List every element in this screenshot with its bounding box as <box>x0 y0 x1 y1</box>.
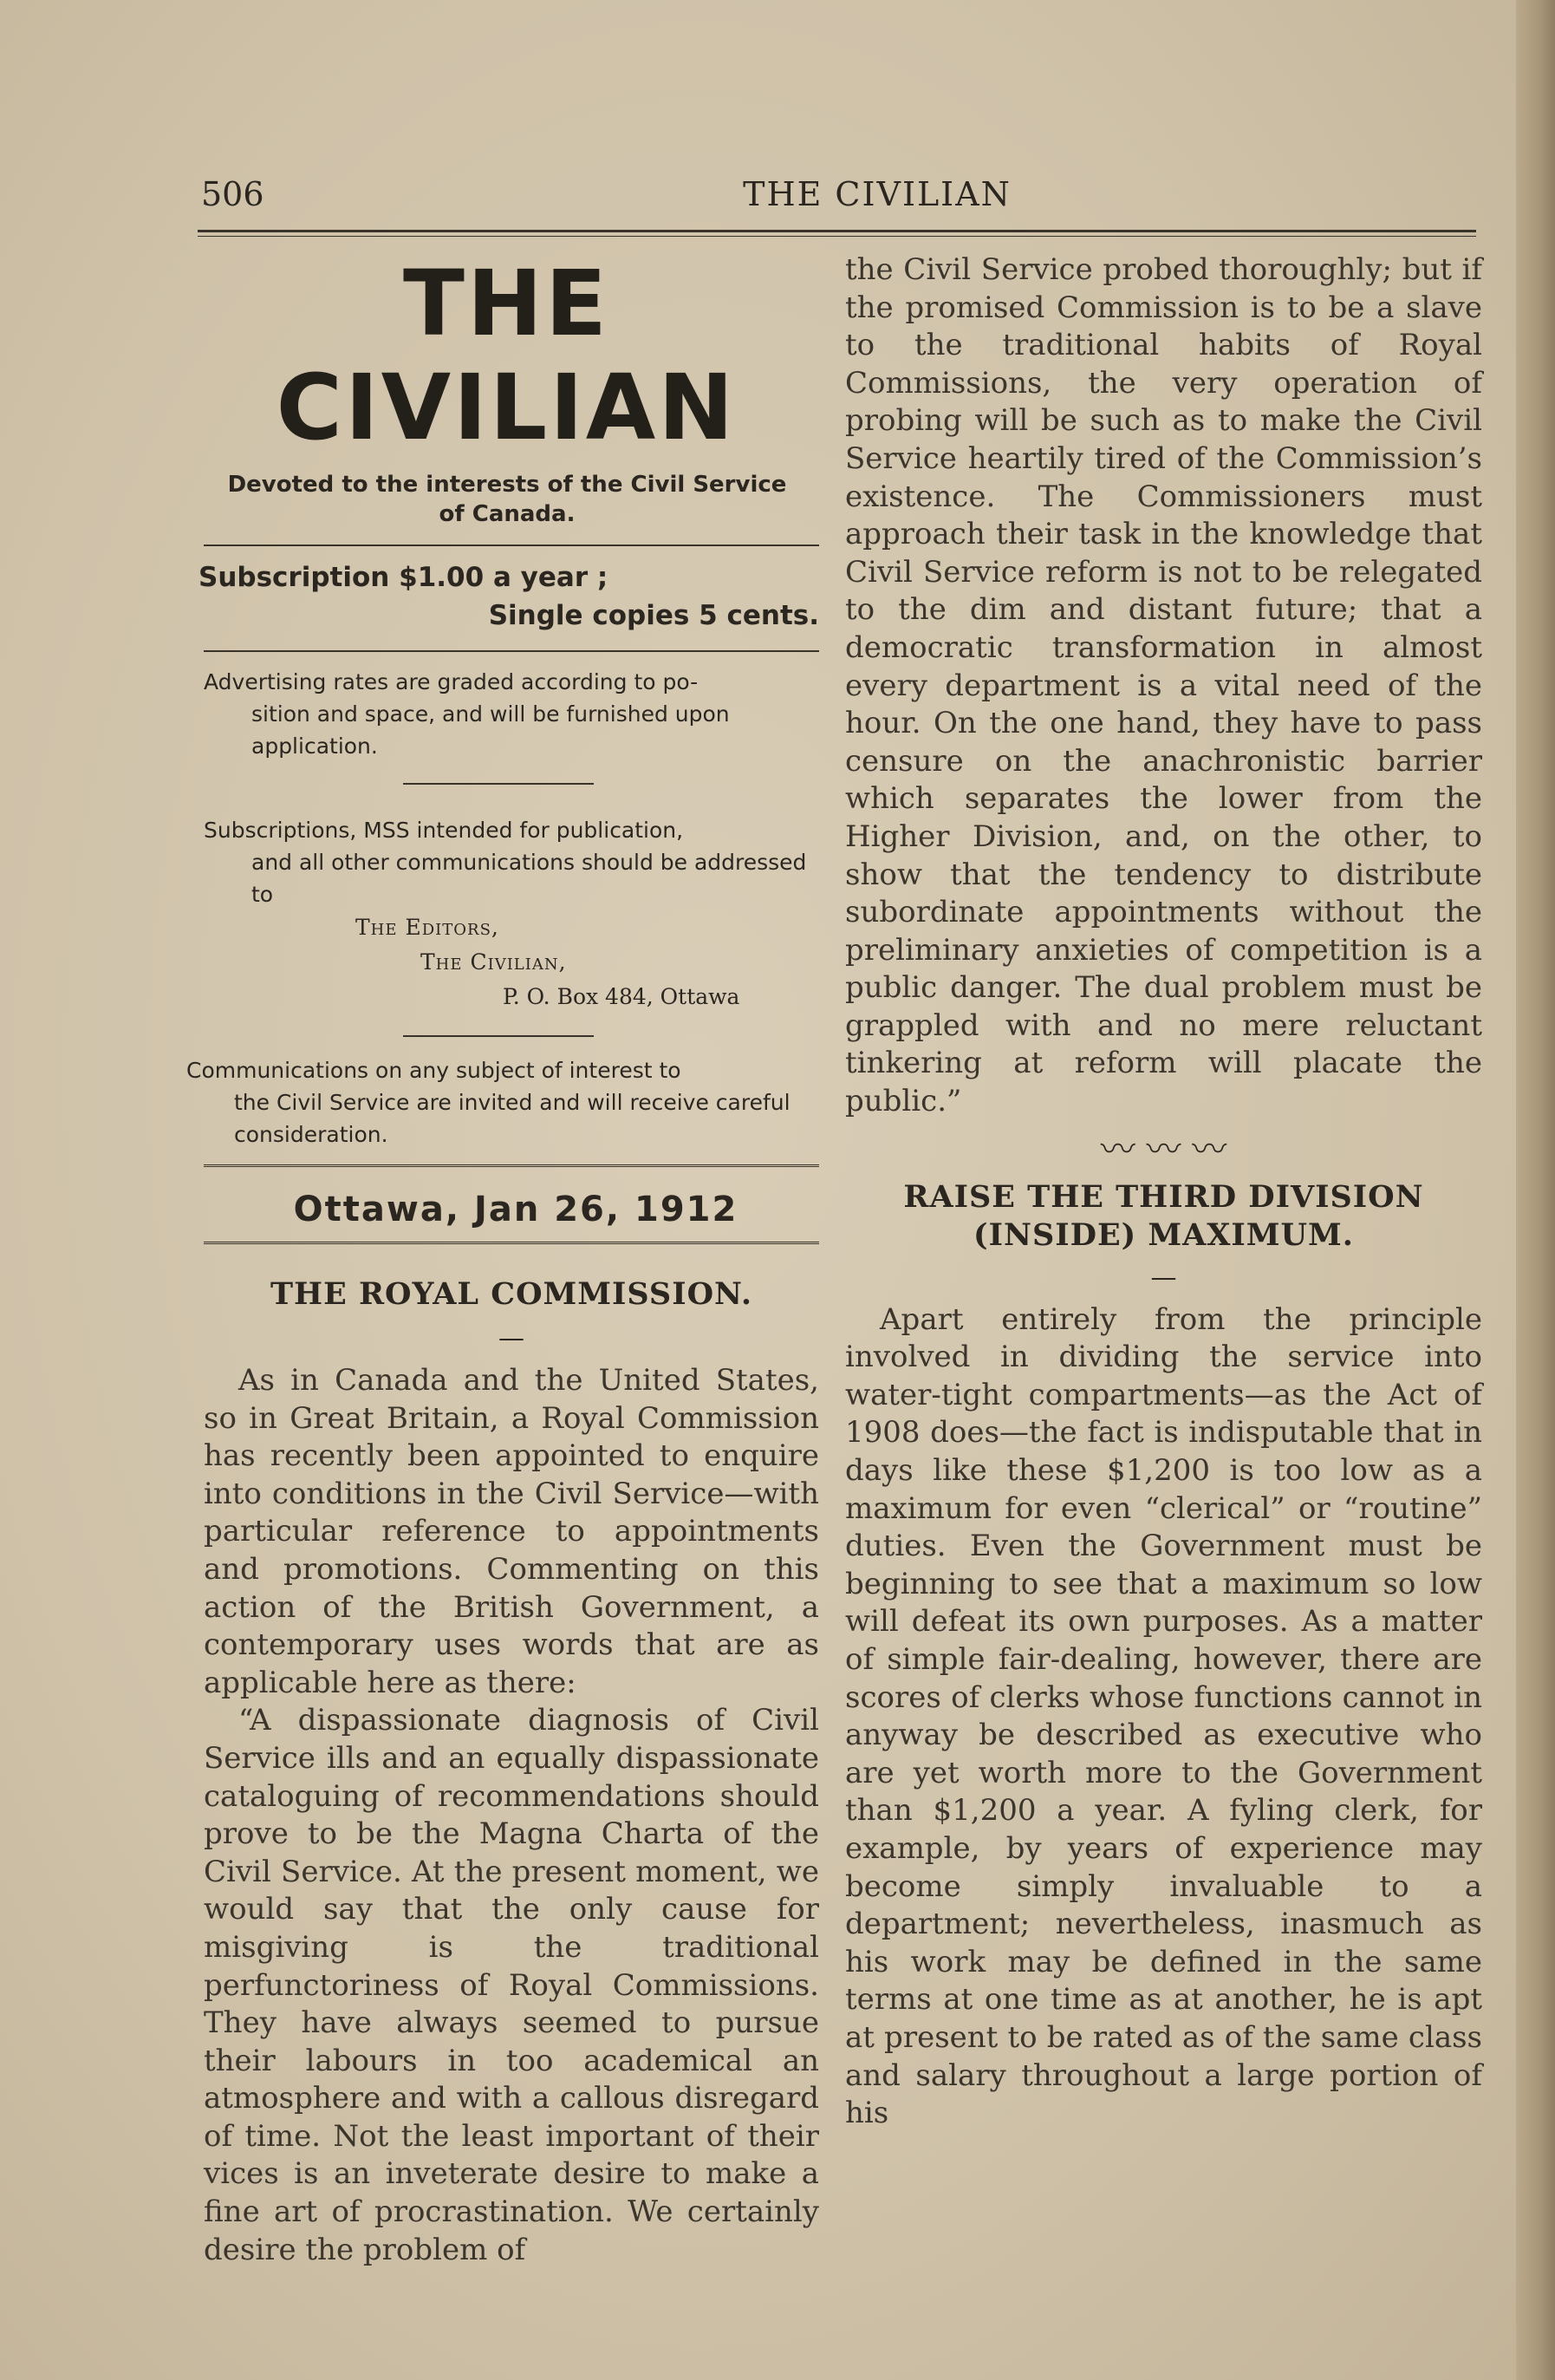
subscriptions-rest: and all other communications should be addressed to <box>251 850 807 907</box>
rule <box>204 650 819 652</box>
advertising-notice <box>204 666 819 762</box>
article-paragraph: “A dispassionate diagnosis of Civil Service ills and an equally dispassionate cataloguing of recommendations should prove to be the Magna Charta of the Civil Service. At the present moment, we would say that the only cause for misgiving is the traditional perfunctoriness of Royal Commissions. They have always seemed to pursue their labours in too academical an atmosphere and with a callous disregard of time. Not the least important of their vices is an inveterate desire to make a fine art of procrastination. We certainly desire the problem of <box>204 1703 819 2267</box>
rule <box>204 544 819 546</box>
double-rule <box>204 1164 819 1167</box>
address-line-1: The Editors, <box>355 915 499 940</box>
article-paragraph: Apart entirely from the principle involved in dividing the service into water-tight compartments—as the Act of 1908 does—the fact is indisputable that in days like these $1,200 is too low as a maximum for even “clerical” or “routine” duties. Even the Government must be beginning to see that a maximum so low will defeat its own purposes. As a matter of simple fair-dealing, however, there are scores of clerks whose functions cannot in anyway be described as executive who are yet worth more to the Government than $1,200 a year. A fyling clerk, for example, by years of experience may become simply invaluable to a department; nevertheless, inasmuch as his work may be defined in the same terms at one time as at another, he is apt at present to be rated as of the same class and salary throughout a large portion of his <box>845 1301 1482 2131</box>
subscription-line-2: Single copies 5 cents. <box>488 600 819 631</box>
right-column <box>845 251 1482 2133</box>
communications-line-1: Communications on any subject of interest to <box>186 1058 681 1083</box>
subscriptions-notice <box>204 814 819 1014</box>
article-raise-third-division <box>845 1178 1482 2133</box>
editors-address <box>204 910 819 1014</box>
communications-notice <box>186 1054 819 1151</box>
page-edge <box>1516 0 1555 2380</box>
header-rule <box>198 230 1476 237</box>
address-line-2: The Civilian, <box>420 949 567 975</box>
short-rule <box>403 1035 594 1037</box>
article-heading: THE ROYAL COMMISSION. <box>270 1276 753 1312</box>
subscription-line-1: Subscription $1.00 a year ; <box>198 562 608 593</box>
left-column <box>178 251 819 2269</box>
devoted-line-1: Devoted to the interests of the Civil Service <box>227 472 787 498</box>
masthead-title: THE CIVILIAN <box>276 251 737 460</box>
dateline: Ottawa, Jan 26, 1912 <box>293 1190 738 1229</box>
article-heading-line-2: (INSIDE) MAXIMUM. <box>973 1216 1354 1253</box>
advertising-rest: sition and space, and will be furnished upon application. <box>251 701 730 759</box>
article-royal-commission <box>204 1275 819 2269</box>
running-head <box>201 172 1475 215</box>
heading-dash: — <box>1150 1262 1177 1293</box>
double-rule <box>204 1242 819 1244</box>
article-continuation: the Civil Service probed thoroughly; but if the promised Commission is to be a slave to the traditional habits of Royal Commissions, the very operation of probing will be such as to make the Civil Service heartily tired of the Commission’s existence. The Commissioners must approach their task in the knowledge that Civil Service reform is not to be relegated to the dim and distant future; that a democratic transformation in almost every department is a vital need of the hour. On the one hand, they have to pass censure on the anachronistic barrier which separates the lower from the Higher Division, and, on the other, to show that the tendency to distribute subordinate appointments without the preliminary anxieties of competition is a public danger. The dual problem must be grappled with and no mere reluctant tinkering at reform will placate the public.” <box>845 252 1482 1119</box>
running-title: THE CIVILIAN <box>743 175 1012 213</box>
section-ornament: 〰 〰 〰 <box>1100 1129 1227 1170</box>
masthead-devoted <box>195 470 819 529</box>
subscription-rates <box>198 558 819 635</box>
advertising-line-1: Advertising rates are graded according to po- <box>204 669 699 694</box>
heading-dash: — <box>498 1323 524 1353</box>
address-line-3: P. O. Box 484, Ottawa <box>503 984 740 1009</box>
subscriptions-line-1: Subscriptions, MSS intended for publication, <box>204 818 684 843</box>
article-paragraph: As in Canada and the United States, so in Great Britain, a Royal Commission has recently been appointed to enquire into conditions in the Civil Service—with particular reference to appointments and promotions. Commenting on this action of the British Government, a contemporary uses words that are as applicable here as there: <box>204 1363 819 1700</box>
communications-rest: the Civil Service are invited and will receive careful consideration. <box>234 1090 791 1147</box>
short-rule <box>403 783 594 785</box>
devoted-line-2: of Canada. <box>439 501 576 527</box>
page-number: 506 <box>201 175 264 213</box>
article-heading-line-1: RAISE THE THIRD DIVISION <box>903 1178 1424 1215</box>
